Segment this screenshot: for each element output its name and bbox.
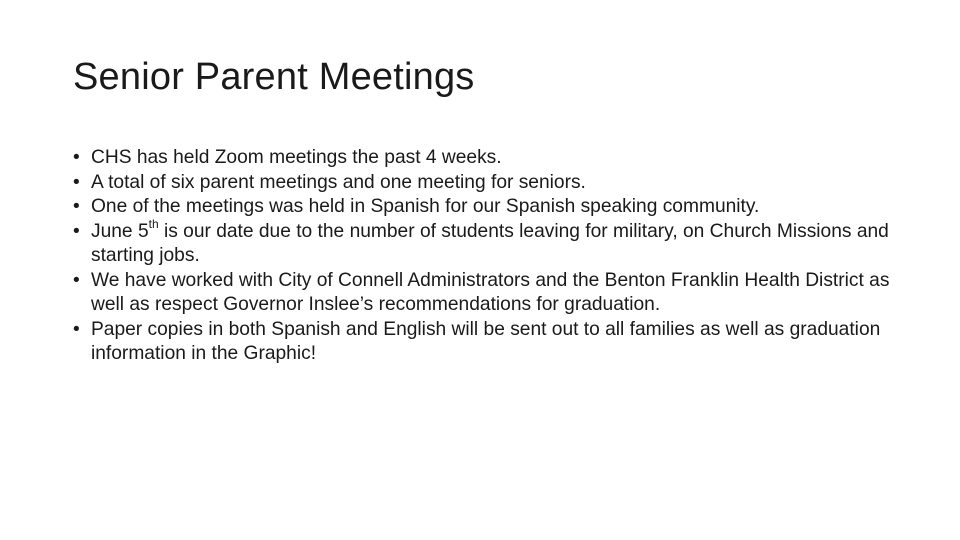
bullet-item [73, 171, 893, 196]
bullet-text: We have worked with City of Connell Administrators and the Benton Franklin Health District as well as respect Governor Inslee’s recommendations for graduation. [91, 269, 890, 315]
bullet-item [73, 146, 893, 171]
bullet-text: A total of six parent meetings and one meeting for seniors. [91, 171, 586, 193]
bullet-dot: • [73, 269, 80, 291]
bullet-text: Paper copies in both Spanish and English will be sent out to all families as well as graduation information in the Graphic! [91, 318, 881, 364]
slide-title: Senior Parent Meetings [73, 56, 475, 98]
bullet-item [73, 217, 893, 269]
bullet-text: One of the meetings was held in Spanish for our Spanish speaking community. [91, 196, 760, 217]
bullet-dot: • [73, 220, 80, 242]
bullet-dot: • [73, 196, 80, 217]
bullet-superscript: th [148, 217, 159, 232]
bullet-item [73, 318, 893, 367]
bullet-text: CHS has held Zoom meetings the past 4 weeks. [91, 147, 502, 168]
bullet-dot: • [73, 171, 80, 193]
bullet-item [73, 195, 893, 220]
bullet-list [73, 146, 893, 367]
bullet-dot: • [73, 318, 80, 340]
bullet-text-before: June 5 [91, 220, 149, 242]
bullet-text-after: is our date due to the number of students leaving for military, on Church Missions and starting jobs. [91, 220, 889, 266]
bullet-item [73, 269, 893, 318]
bullet-dot: • [73, 147, 80, 168]
